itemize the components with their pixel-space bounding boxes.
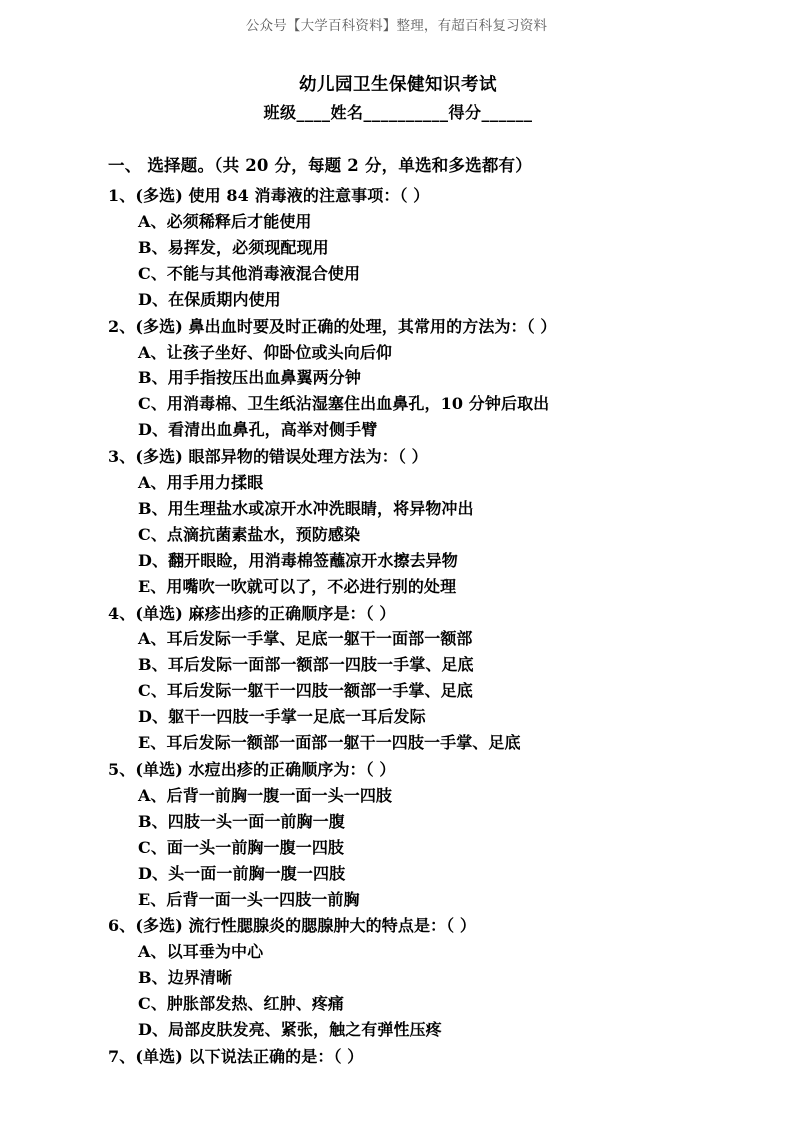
document-content: [108, 72, 688, 1071]
question-option: E、用嘴吹一吹就可以了，不必进行别的处理: [138, 576, 457, 596]
question-option: A、以耳垂为中心: [138, 942, 264, 962]
question-option: D、在保质期内使用: [138, 289, 281, 309]
question-option: B、边界清晰: [138, 968, 233, 988]
question-option: C、肿胀部发热、红肿、疼痛: [138, 994, 345, 1014]
question-option: C、耳后发际一躯干一四肢一额部一手掌、足底: [138, 681, 473, 701]
question-option: B、四肢一头一面一前胸一腹: [138, 811, 345, 831]
question-1: [108, 183, 688, 313]
question-option: A、耳后发际一手掌、足底一躯干一面部一额部: [138, 629, 473, 649]
question-stem: 5、(单选) 水痘出疹的正确顺序为：（ ）: [108, 760, 396, 779]
question-option: B、用生理盐水或凉开水冲洗眼睛，将异物冲出: [138, 498, 474, 518]
question-option: A、后背一前胸一腹一面一头一四肢: [138, 785, 393, 805]
question-stem: 6、(多选) 流行性腮腺炎的腮腺肿大的特点是：（ ）: [108, 916, 477, 936]
page-title: 幼儿园卫生保健知识考试: [299, 75, 497, 95]
question-option: D、局部皮肤发亮、紧张，触之有弹性压疼: [138, 1020, 442, 1040]
question-stem: 4、(单选) 麻疹出疹的正确顺序是：（ ）: [108, 603, 396, 623]
question-option: C、不能与其他消毒液混合使用: [138, 263, 361, 283]
student-info-line: 班级____姓名__________得分______: [263, 103, 533, 123]
question-3: [108, 444, 688, 599]
question-option: B、易挥发，必须现配现用: [138, 237, 329, 257]
watermark-text: 公众号【大学百科资料】整理，有超百科复习资料: [245, 18, 548, 34]
question-stem: 7、(单选) 以下说法正确的是：（ ）: [108, 1046, 364, 1066]
question-5: [108, 757, 688, 912]
section-heading: 一、 选择题。（共 20 分，每题 2 分，单选和多选都有）: [108, 155, 532, 175]
question-stem: 3、(多选) 眼部异物的错误处理方法为：（ ）: [108, 447, 428, 467]
question-option: D、翻开眼睑，用消毒棉签蘸凉开水擦去异物: [138, 550, 458, 570]
question-option: D、头一面一前胸一腹一四肢: [138, 863, 346, 883]
question-7: [108, 1044, 688, 1070]
question-option: C、点滴抗菌素盐水，预防感染: [138, 524, 361, 544]
question-6: [108, 913, 688, 1043]
question-4: [108, 601, 688, 756]
question-option: D、躯干一四肢一手掌一足底一耳后发际: [138, 707, 426, 727]
question-option: B、耳后发际一面部一额部一四肢一手掌、足底: [138, 655, 474, 675]
question-option: A、让孩子坐好、仰卧位或头向后仰: [138, 342, 393, 362]
question-option: C、用消毒棉、卫生纸沾湿塞住出血鼻孔，10 分钟后取出: [138, 394, 550, 414]
question-option: C、面一头一前胸一腹一四肢: [138, 837, 345, 857]
question-option: D、看清出血鼻孔，高举对侧手臂: [138, 420, 378, 440]
question-option: A、必须稀释后才能使用: [138, 211, 312, 231]
question-option: B、用手指按压出血鼻翼两分钟: [138, 368, 361, 388]
question-stem: 1、(多选) 使用 84 消毒液的注意事项：（ ）: [108, 186, 430, 206]
question-option: E、耳后发际一额部一面部一躯干一四肢一手掌、足底: [138, 733, 521, 753]
question-2: [108, 314, 688, 444]
question-stem: 2、(多选) 鼻出血时要及时正确的处理，其常用的方法为：（ ）: [108, 316, 557, 336]
question-option: E、后背一面一头一四肢一前胸: [138, 889, 360, 909]
question-option: A、用手用力揉眼: [138, 473, 264, 493]
